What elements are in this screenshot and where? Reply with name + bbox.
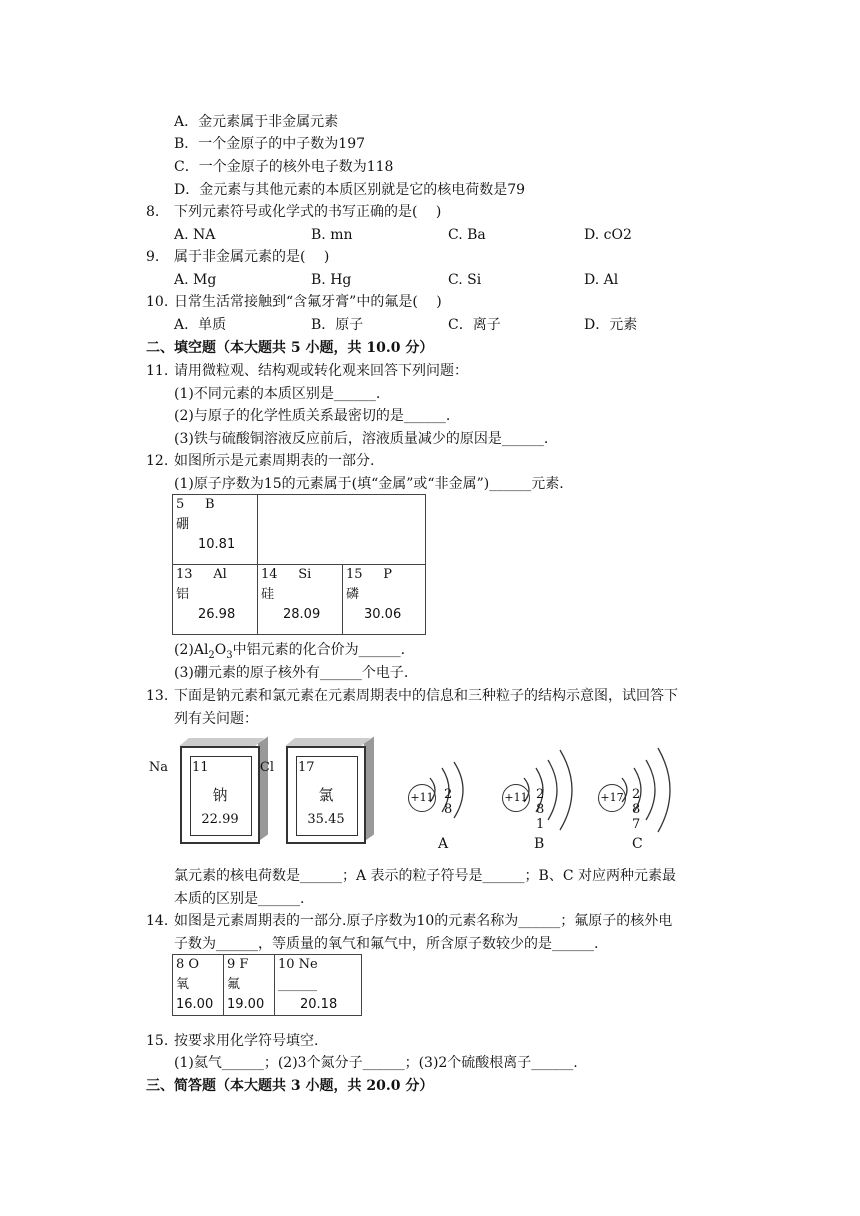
p-mass: 30.06	[364, 607, 402, 622]
sodium-symbol: Na	[148, 760, 168, 775]
q7-option-d: D．金元素与其他元素的本质区别就是它的核电荷数是79	[174, 182, 526, 198]
cell-fluorine	[224, 955, 275, 1016]
atom-b-shells	[524, 750, 572, 830]
atom-c-nucleus: +17	[598, 784, 626, 812]
cell-empty	[258, 495, 426, 565]
q12-periodic-table	[172, 494, 426, 635]
fluorine-head: 9 F	[227, 957, 249, 972]
boron-mass: 10.81	[198, 537, 236, 552]
q12-stem: 如图所示是元素周期表的一部分.	[174, 453, 375, 469]
q8-option-c: C. Ba	[448, 227, 486, 243]
section-2-heading: 二、填空题（本大题共 5 小题，共 10.0 分）	[146, 340, 434, 356]
si-name: 硅	[261, 587, 275, 602]
neon-head: 10 Ne	[278, 957, 318, 972]
al-symbol: Al	[213, 567, 227, 582]
oxygen-head: 8 O	[176, 957, 200, 972]
oxygen-mass: 16.00	[176, 997, 214, 1012]
atom-c-label: C	[632, 836, 643, 852]
q10-option-a: A．单质	[174, 317, 227, 333]
fluorine-mass: 19.00	[227, 997, 265, 1012]
formula-sub-2: 2	[208, 649, 215, 661]
q9-stem: 属于非金属元素的是( )	[174, 249, 330, 265]
q9-option-a: A. Mg	[174, 272, 217, 288]
sodium-name: 钠	[212, 786, 228, 804]
q12-line-3: (3)硼元素的原子核外有______个电子.	[174, 665, 409, 681]
q14-stem-2: 子数为______，等质量的氧气和氟气中，所含原子数较少的是______.	[174, 936, 599, 952]
q9-option-d: D. Al	[584, 272, 619, 288]
q15-line: (1)氦气______；(2)3个氮分子______；(3)2个硫酸根离子______.	[174, 1055, 578, 1071]
si-mass: 28.09	[283, 607, 321, 622]
q14-periodic-table	[172, 954, 362, 1016]
cube-top	[179, 738, 265, 746]
q10-option-c: C．离子	[448, 317, 501, 333]
q12-line-1: (1)原子序数为15的元素属于(填“金属”或“非金属”)______元素.	[174, 476, 564, 492]
cell-neon	[275, 955, 362, 1016]
cell-silicon	[258, 565, 343, 635]
p-symbol: P	[383, 567, 392, 582]
neon-name-blank: ______	[278, 977, 317, 992]
chlorine-name: 氯	[318, 786, 334, 804]
q10-option-b: B．原子	[311, 317, 364, 333]
sodium-mass: 22.99	[201, 812, 239, 827]
q7-option-a: A．金元素属于非金属元素	[174, 114, 339, 130]
q14-number: 14.	[146, 913, 169, 929]
atom-c-shells	[622, 748, 670, 832]
q13-answer-1: 氯元素的核电荷数是______；A 表示的粒子符号是______；B、C 对应两种元素最	[174, 868, 677, 884]
q11-line-2: (2)与原子的化学性质关系最密切的是______.	[174, 408, 451, 424]
cube-top	[285, 738, 371, 746]
cell-oxygen	[173, 955, 224, 1016]
p-name: 磷	[346, 587, 360, 602]
q11-number: 11.	[146, 363, 169, 379]
q12-line-2	[174, 640, 405, 666]
boron-symbol: B	[204, 497, 215, 512]
q9-option-b: B. Hg	[311, 272, 352, 288]
q14-stem-1: 如图是元素周期表的一部分.原子序数为10的元素名称为______；氟原子的核外电	[174, 913, 673, 929]
atom-b-label: B	[534, 836, 545, 852]
formula-o: O	[214, 642, 227, 658]
al-name: 铝	[176, 587, 190, 602]
cell-phosphorus	[343, 565, 426, 635]
cell-aluminium	[173, 565, 258, 635]
atom-a-nucleus: +11	[408, 784, 436, 812]
q8-option-a: A. NA	[174, 227, 216, 243]
q13-answer-2: 本质的区别是______.	[174, 891, 305, 907]
q8-stem: 下列元素符号或化学式的书写正确的是( )	[174, 204, 442, 220]
fluorine-name: 氟	[227, 977, 241, 992]
q9-number: 9.	[146, 249, 160, 265]
si-symbol: Si	[298, 567, 312, 582]
q7-option-b: B．一个金原子的中子数为197	[174, 136, 366, 152]
q8-option-b: B. mn	[311, 227, 353, 243]
chlorine-mass: 35.45	[307, 812, 345, 827]
p-number: 15	[346, 567, 363, 582]
q10-option-d: D．元素	[584, 317, 638, 333]
q11-stem: 请用微粒观、结构观或转化观来回答下列问题：	[174, 363, 468, 379]
sodium-number: 11	[192, 760, 209, 775]
q15-stem: 按要求用化学符号填空.	[174, 1033, 319, 1049]
q12-number: 12.	[146, 453, 169, 469]
q8-option-d: D. cO2	[584, 227, 632, 243]
q11-line-3: (3)铁与硫酸铜溶液反应前后，溶液质量减少的原因是______.	[174, 431, 549, 447]
atom-b-electrons: 2 8 1	[536, 787, 545, 832]
q11-line-1: (1)不同元素的本质区别是______.	[174, 386, 381, 402]
atom-a-label: A	[438, 836, 449, 852]
chlorine-symbol: Cl	[259, 760, 274, 775]
boron-name: 硼	[176, 517, 190, 532]
formula-al: (2)Al	[174, 642, 209, 658]
q8-number: 8.	[146, 204, 160, 220]
oxygen-name: 氧	[176, 977, 190, 992]
q13-stem-1: 下面是钠元素和氯元素在元素周期表中的信息和三种粒子的结构示意图，试回答下	[174, 688, 678, 704]
q13-stem-2: 列有关问题：	[174, 711, 258, 727]
atom-b-nucleus: +11	[502, 784, 530, 812]
q10-stem: 日常生活常接触到“含氟牙膏”中的氟是( )	[174, 294, 442, 310]
boron-number: 5	[176, 497, 185, 512]
formula-sub-3: 3	[226, 649, 233, 661]
q7-option-c: C．一个金原子的核外电子数为118	[174, 159, 394, 175]
q9-option-c: C. Si	[448, 272, 482, 288]
chlorine-number: 17	[298, 760, 315, 775]
q12-line-2-text: 中铝元素的化合价为______.	[232, 642, 406, 658]
atom-a-electrons: 2 8	[444, 787, 453, 817]
section-3-heading: 三、简答题（本大题共 3 小题，共 20.0 分）	[146, 1078, 434, 1094]
al-mass: 26.98	[198, 607, 236, 622]
q10-number: 10.	[146, 294, 169, 310]
si-number: 14	[261, 567, 278, 582]
neon-mass: 20.18	[300, 997, 338, 1012]
cell-boron	[173, 495, 258, 565]
q15-number: 15.	[146, 1033, 169, 1049]
q13-number: 13.	[146, 688, 169, 704]
atom-c-electrons: 2 8 7	[632, 787, 641, 832]
al-number: 13	[176, 567, 193, 582]
